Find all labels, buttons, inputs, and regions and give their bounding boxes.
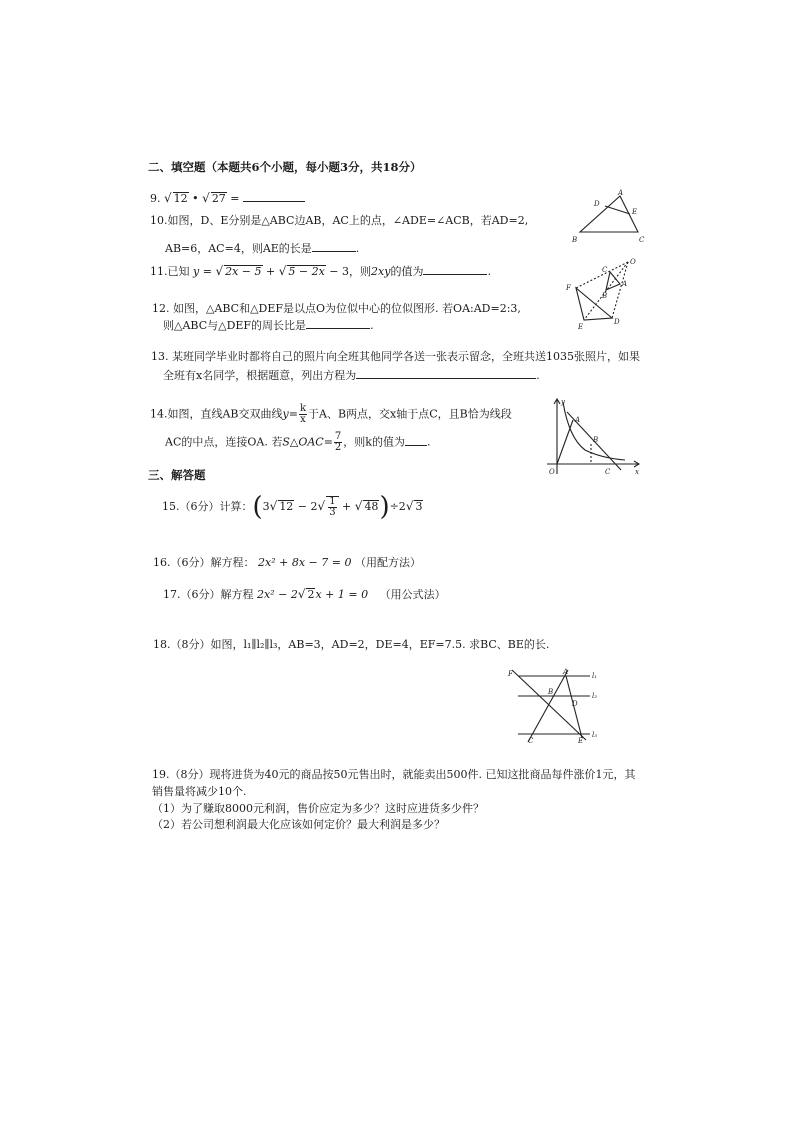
question-13-line-2: [163, 367, 540, 383]
q14-frac-num: k: [299, 403, 307, 414]
question-11: [150, 263, 491, 279]
q11-prefix: 11.已知: [150, 265, 190, 278]
question-17: [163, 587, 446, 602]
q9-dot: •: [192, 192, 199, 205]
q14-line-2a: AC的中点，连接OA. 若: [165, 435, 283, 449]
label-b: B: [548, 688, 554, 696]
sqrt-sign-icon: √: [405, 499, 414, 513]
sqrt-sign-icon: √: [215, 264, 224, 278]
q17-equation-b: x + 1 = 0: [315, 588, 369, 601]
q15-divide-2: ÷2: [389, 500, 406, 513]
q13-line-1: 13. 某班同学毕业时都将自己的照片向全班其他同学各送一张表示留念，全班共送1035张照片，如果: [151, 350, 640, 363]
q11-y: y =: [193, 265, 212, 278]
q11-radicand-1: 2x − 5: [225, 265, 262, 278]
q14-hyperbola-figure: [543, 398, 643, 478]
section-3-title: 三、解答题: [148, 468, 206, 482]
question-14-line-1: [150, 404, 512, 425]
q14-area-label: S△OAC=: [282, 435, 333, 449]
q9-equals: =: [226, 192, 240, 205]
q19-sub-2: （2）若公司想利润最大化应该如何定价？最大利润是多少？: [152, 818, 445, 831]
q15-sqrt-fraction: [326, 496, 338, 518]
q12-end: .: [370, 319, 374, 332]
q14-fraction-k-x: [299, 404, 307, 425]
q12-line-2-text: 则△ABC与△DEF的周长比是: [163, 319, 307, 332]
label-a: A: [575, 416, 581, 424]
question-9: [150, 190, 305, 206]
q17-equation-a: 2x² − 2: [257, 588, 298, 601]
q14-frac-2: 2: [334, 442, 342, 453]
sqrt-sign-icon: √: [317, 499, 326, 513]
q14-prefix: 14.如图，直线AB交双曲线: [150, 407, 283, 421]
q18-text: 18.（8分）如图，l₁∥l₂∥l₃，AB=3，AD=2，DE=4，EF=7.5. 求BC、BE的长.: [153, 638, 550, 651]
label-o: O: [549, 468, 555, 476]
q15-prefix: 15.（6分）计算：: [162, 500, 253, 513]
q16-method: （用配方法）: [354, 556, 421, 569]
q12-homothety-figure: [562, 258, 642, 330]
q11-post: 的值为: [390, 265, 424, 278]
ray-od: [612, 262, 628, 318]
q13-line-2-text: 全班有x名同学，根据题意，列出方程为: [163, 369, 357, 382]
q12-line-1: 12. 如图，△ABC和△DEF是以点O为位似中心的位似图形. 若OA:AD=2:3,: [152, 302, 521, 315]
label-e: E: [578, 323, 584, 331]
label-e: E: [578, 737, 584, 745]
label-f: F: [508, 670, 513, 678]
q11-radicand-2: 5 − 2x: [288, 265, 325, 278]
label-d: D: [572, 700, 578, 708]
label-l2: l₂: [592, 692, 598, 700]
label-c: C: [602, 266, 608, 274]
label-l1: l₁: [592, 672, 598, 680]
q15-radicand-12: 12: [279, 500, 294, 513]
q14-answer-blank[interactable]: [405, 434, 427, 446]
q15-radicand-3: 3: [415, 500, 423, 513]
sqrt-sign-icon: √: [202, 191, 210, 205]
label-y: y: [561, 398, 565, 406]
q14-frac-7: 7: [334, 431, 342, 442]
sqrt-sign-icon: √: [354, 499, 363, 513]
q15-radicand-48: 48: [364, 500, 379, 513]
left-paren-icon: (: [252, 492, 263, 522]
sqrt-sign-icon: √: [278, 264, 287, 278]
q9-radicand-1: 12: [173, 192, 188, 205]
q19-line-2: 销售量将减少10个.: [152, 785, 247, 798]
q10-answer-blank[interactable]: [312, 240, 356, 252]
label-l3: l₃: [592, 731, 598, 739]
q9-number: 9.: [150, 192, 161, 205]
q13-end: .: [536, 369, 540, 382]
q11-answer-blank[interactable]: [423, 263, 487, 275]
q14-fraction-7-2: [334, 432, 342, 453]
label-a: A: [618, 189, 624, 197]
q15-frac-3: 3: [329, 506, 336, 518]
sqrt-sign-icon: √: [164, 191, 172, 205]
label-c: C: [605, 468, 611, 476]
q15-fraction-1-3: [328, 497, 336, 518]
q10-triangle-figure: [560, 189, 645, 244]
q9-answer-blank[interactable]: [243, 190, 305, 202]
label-a: A: [622, 280, 628, 288]
q15-frac-1: 1: [329, 495, 336, 507]
question-14-line-2: [165, 432, 430, 453]
label-d: D: [594, 200, 600, 208]
q16-prefix: 16.（6分）解方程：: [153, 556, 255, 569]
q10-line-1: 10.如图，D、E分别是△ABC边AB，AC上的点，∠ADE=∠ACB，若AD=2,: [150, 214, 529, 227]
q14-y: y=: [282, 407, 298, 421]
label-a: A: [563, 668, 569, 676]
transversal-ac: [528, 670, 568, 742]
right-paren-icon: ): [379, 492, 390, 522]
q15-coef-3: 3: [262, 500, 270, 513]
question-15: [162, 494, 423, 520]
question-10-line-2: [165, 240, 359, 256]
question-12-line-2: [163, 317, 374, 333]
q17-method: （用公式法）: [379, 588, 446, 601]
label-d: D: [614, 318, 620, 326]
section-2-title: 二、填空题（本题共6个小题，每小题3分，共18分）: [148, 160, 422, 174]
q11-minus-3: − 3，则: [325, 265, 372, 278]
segment-oa: [557, 420, 573, 464]
label-b: B: [602, 292, 608, 300]
q19-sub-1: （1）为了赚取8000元利润，售价应定为多少？这时应进货多少件？: [152, 802, 484, 815]
q19-line-1: 19.（8分）现将进货为40元的商品按50元售出时，就能卖出500件. 已知这批商品每件涨价1元，其: [152, 768, 636, 781]
label-o: O: [630, 258, 636, 266]
q14-frac-den: x: [300, 414, 306, 425]
question-16: [153, 556, 421, 570]
q15-minus-2: − 2: [294, 500, 318, 513]
label-c: C: [639, 236, 645, 244]
q9-radicand-2: 27: [211, 192, 226, 205]
label-b: B: [593, 436, 599, 444]
label-c: C: [528, 737, 534, 745]
sqrt-sign-icon: √: [297, 587, 306, 601]
q11-expr: 2xy: [371, 265, 391, 278]
label-f: F: [566, 284, 571, 292]
q10-end: .: [355, 242, 360, 255]
sqrt-sign-icon: √: [269, 499, 278, 513]
q18-parallel-lines-figure: [506, 666, 612, 746]
segment-de: [605, 206, 630, 214]
label-b: B: [572, 236, 578, 244]
q17-prefix: 17.（6分）解方程: [163, 588, 254, 601]
q14-end: .: [426, 435, 431, 449]
q15-plus: +: [338, 500, 355, 513]
q13-answer-blank[interactable]: [356, 367, 536, 379]
hyperbola-curve: [563, 402, 625, 460]
q11-end: .: [487, 265, 491, 278]
q14-line-2b: ，则k的值为: [343, 435, 405, 449]
q16-equation: 2x² + 8x − 7 = 0: [258, 556, 352, 569]
label-e: E: [632, 208, 638, 216]
q11-plus: +: [262, 265, 279, 278]
q14-mid: 于A、B两点，交x轴于点C，且B恰为线段: [308, 407, 512, 421]
q12-answer-blank[interactable]: [306, 317, 370, 329]
q10-line-2-text: AB=6，AC=4，则AE的长是: [165, 242, 312, 255]
label-x: x: [635, 468, 639, 476]
q17-radicand-2: 2: [307, 588, 315, 601]
